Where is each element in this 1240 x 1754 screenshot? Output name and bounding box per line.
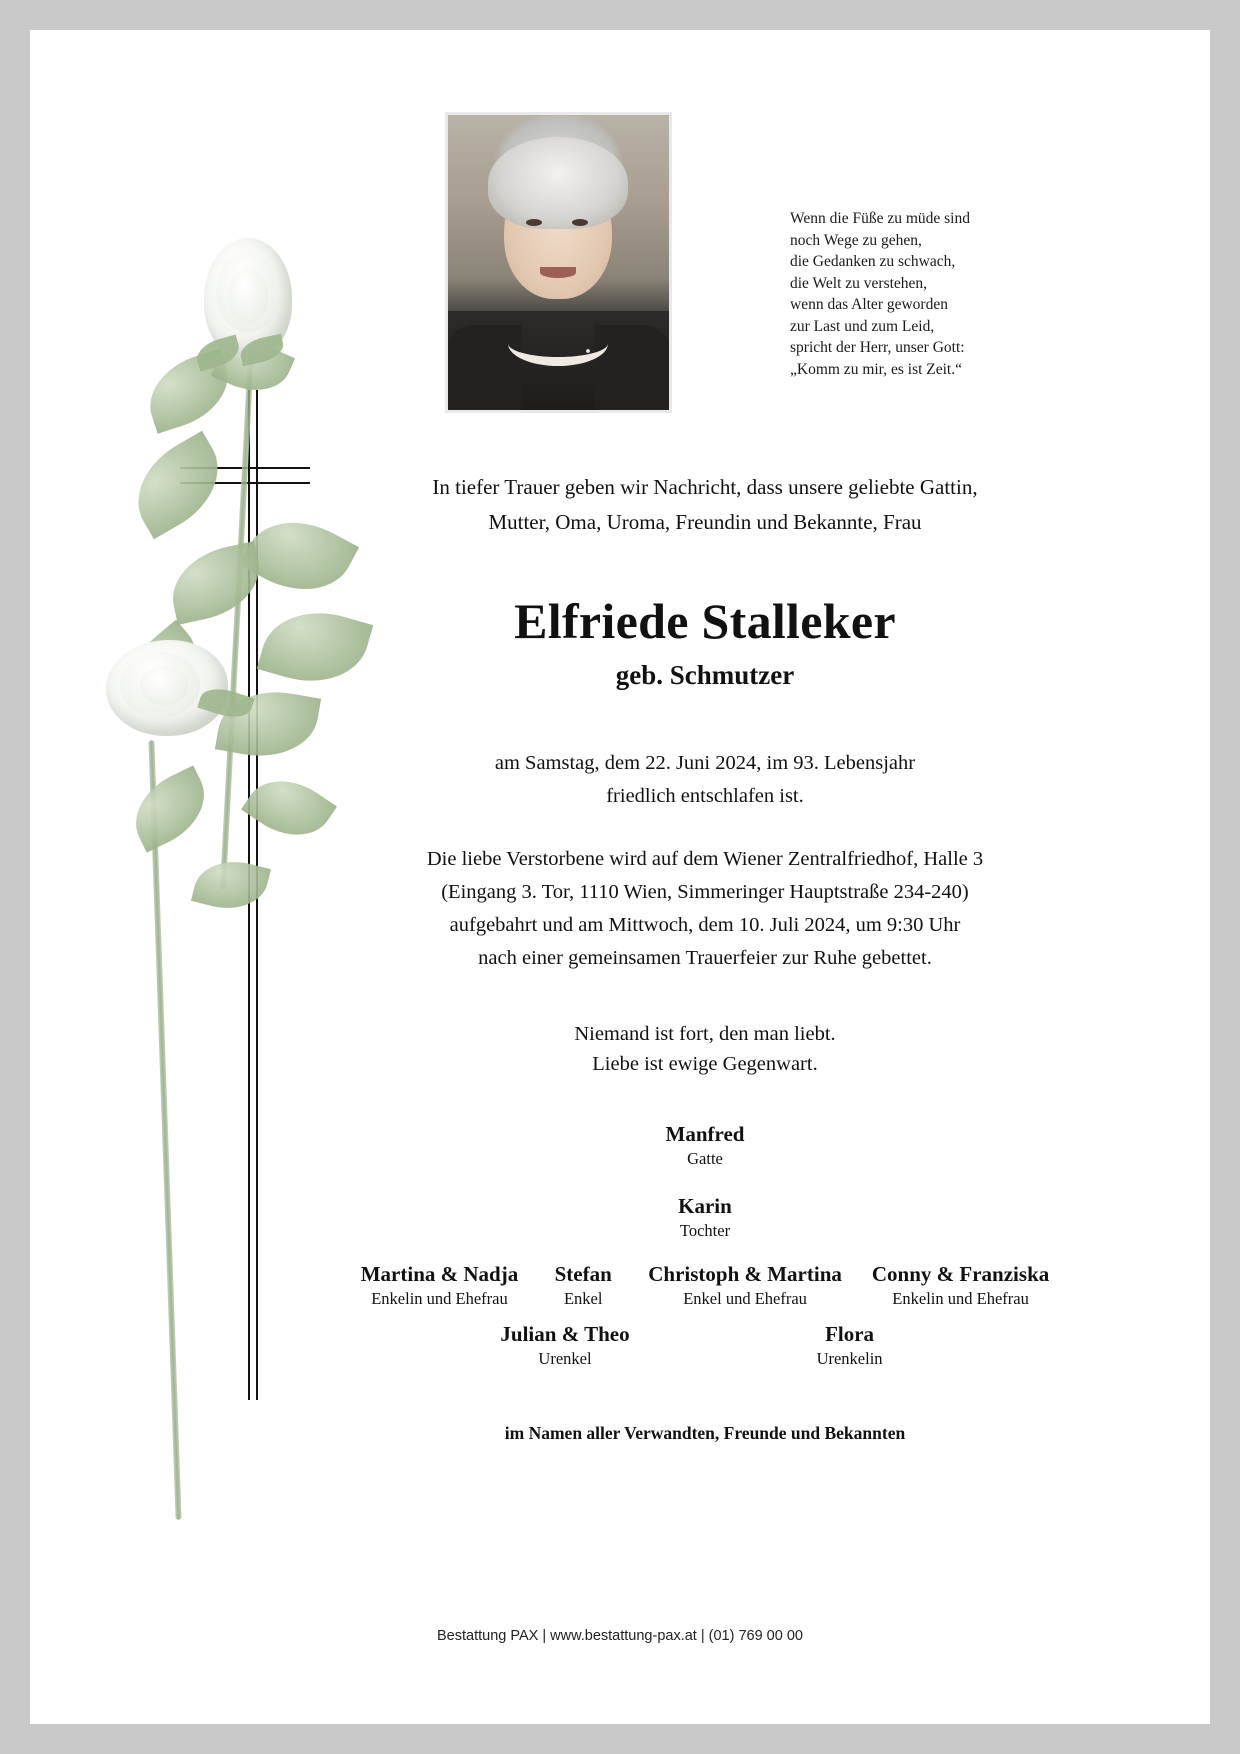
poem-line-1: Wenn die Füße zu müde sind (790, 210, 970, 227)
memorial-card-page (30, 30, 1210, 1724)
family-daughter (360, 1193, 1050, 1243)
family-list (360, 1121, 1050, 1444)
portrait-frame (445, 112, 672, 413)
rose-and-cross-artwork (100, 220, 400, 1540)
family-daughter-name: Karin (678, 1194, 732, 1218)
funeral-details (360, 843, 1050, 975)
family-closing-text: im Namen aller Verwandten, Freunde und Bekannten (504, 1423, 906, 1443)
white-rose-upper (204, 238, 292, 358)
footer (30, 1628, 1210, 1644)
family-husband (360, 1121, 1050, 1171)
poem-line-6: zur Last und zum Leid, (790, 317, 935, 335)
family-grandchild-2-name: Stefan (554, 1262, 612, 1286)
verse-line-1: Niemand ist fort, den man liebt. (574, 1023, 836, 1045)
family-great-grandchild-2-name: Flora (825, 1322, 875, 1346)
poem-line-7: spricht der Herr, unser Gott: (790, 339, 965, 356)
poem-line-5: wenn das Alter geworden (790, 296, 948, 313)
family-grandchild-2 (548, 1261, 618, 1311)
rose-sepal-lower (197, 683, 254, 724)
portrait-mouth (540, 267, 576, 278)
family-grandchild-1-relation: Enkelin und Ehefrau (371, 1289, 508, 1308)
family-great-grandchild-1-name: Julian & Theo (500, 1322, 630, 1346)
leaf-8 (215, 682, 321, 766)
portrait-eye-right (572, 219, 588, 226)
leaf-10 (121, 765, 218, 852)
leaf-7 (110, 620, 216, 723)
poem-line-4: die Welt zu verstehen, (790, 274, 928, 292)
family-great-grandchild-2-relation: Urenkelin (816, 1349, 883, 1368)
poem-block (790, 208, 1040, 380)
cross-horizontal-line (180, 467, 310, 469)
death-details (360, 747, 1050, 813)
family-great-grandchild-1-relation: Urenkel (538, 1349, 592, 1368)
leaf-9 (241, 763, 337, 853)
verse-line-2: Liebe ist ewige Gegenwart. (592, 1053, 818, 1075)
intro-line-2: Mutter, Oma, Uroma, Freundin und Bekannte, Frau (488, 510, 922, 534)
family-grandchild-2-relation: Enkel (563, 1289, 603, 1308)
funeral-line-1: Die liebe Verstorbene wird auf dem Wiener Zentralfriedhof, Halle 3 (426, 848, 984, 870)
family-great-grandchild-2 (790, 1321, 910, 1371)
cross-horizontal-line-2 (180, 482, 310, 484)
family-great-grandchildren (360, 1321, 1050, 1371)
portrait-photo (448, 115, 669, 410)
cross-vertical-line-2 (256, 390, 258, 1400)
rose-sepal-upper-2 (238, 334, 286, 367)
portrait-eye-left (526, 219, 542, 226)
rose-sepal-upper (193, 334, 242, 371)
poem-line-8: „Komm zu mir, es ist Zeit.“ (790, 360, 962, 378)
funeral-line-4: nach einer gemeinsamen Trauerfeier zur Ruhe gebettet. (478, 947, 932, 969)
footer-text: Bestattung PAX | www.bestattung-pax.at | (01) 769 00 00 (437, 1628, 803, 1644)
rose-stem-upper (220, 350, 254, 890)
family-grandchild-4-name: Conny & Franziska (871, 1262, 1050, 1286)
family-husband-name: Manfred (665, 1122, 745, 1146)
family-grandchildren (360, 1261, 1050, 1311)
family-grandchild-4-relation: Enkelin und Ehefrau (892, 1289, 1029, 1308)
family-grandchild-1 (361, 1261, 518, 1311)
portrait-hair (488, 137, 628, 229)
rose-stem-lower (148, 740, 181, 1520)
family-great-grandchild-1 (500, 1321, 629, 1371)
family-husband-relation: Gatte (687, 1149, 723, 1168)
family-grandchild-1-name: Martina & Nadja (360, 1262, 519, 1286)
leaf-5 (164, 541, 268, 625)
poem-line-3: die Gedanken zu schwach, (790, 253, 956, 270)
leaf-6 (257, 598, 374, 697)
funeral-line-3: aufgebahrt und am Mittwoch, dem 10. Juli 2024, um 9:30 Uhr (449, 914, 961, 936)
family-grandchild-3-relation: Enkel und Ehefrau (683, 1289, 807, 1308)
cross-vertical-line (248, 390, 250, 1400)
portrait-pearl-necklace (508, 321, 608, 366)
leaf-4 (239, 501, 359, 611)
white-rose-lower (106, 640, 228, 736)
leaf-1 (139, 348, 240, 434)
funeral-line-2: (Eingang 3. Tor, 1110 Wien, Simmeringer Hauptstraße 234-240) (441, 881, 969, 903)
main-content (360, 470, 1050, 1444)
deceased-maiden-name: geb. Schmutzer (615, 660, 795, 690)
leaf-11 (191, 852, 271, 917)
family-grandchild-3 (648, 1261, 842, 1311)
deceased-name: Elfriede Stalleker (514, 593, 896, 649)
intro-text (360, 470, 1050, 540)
family-grandchild-3-name: Christoph & Martina (648, 1262, 842, 1286)
family-grandchild-4 (872, 1261, 1049, 1311)
death-line-2: friedlich entschlafen ist. (606, 785, 804, 807)
intro-line-1: In tiefer Trauer geben wir Nachricht, dass unsere geliebte Gattin, (432, 475, 978, 499)
family-daughter-relation: Tochter (679, 1221, 731, 1240)
memorial-verse (360, 1019, 1050, 1079)
leaf-2 (211, 330, 295, 404)
death-line-1: am Samstag, dem 22. Juni 2024, im 93. Lebensjahr (494, 752, 916, 774)
leaf-3 (119, 431, 237, 540)
poem-line-2: noch Wege zu gehen, (790, 231, 922, 249)
